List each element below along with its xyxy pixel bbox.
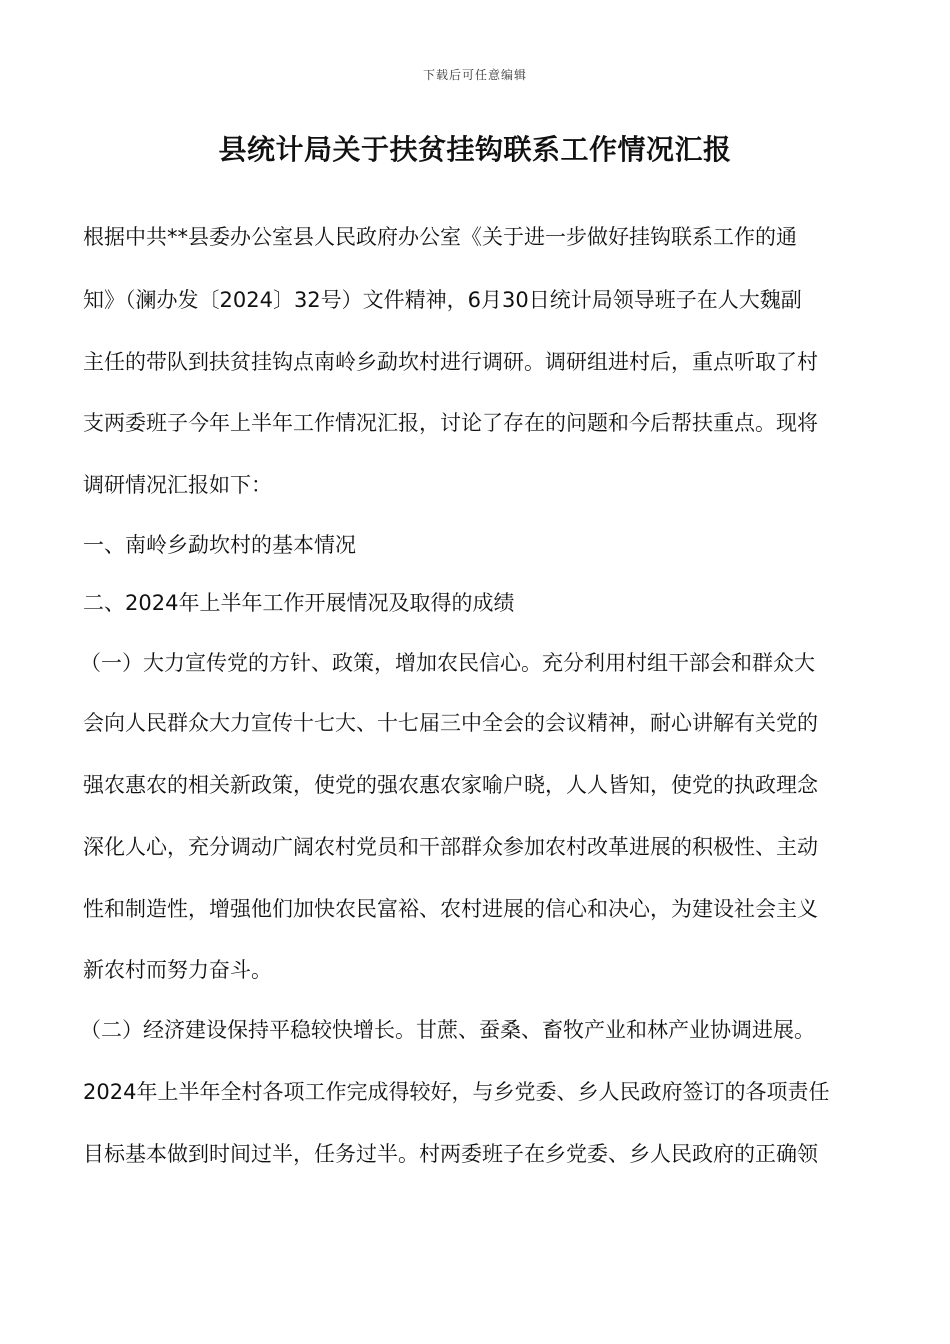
- body-line-11: 深化人心，充分调动广阔农村党员和干部群众参加农村改革进展的积极性、主动: [83, 835, 818, 859]
- body-line-8: （一）大力宣传党的方针、政策，增加农民信心。充分利用村组干部会和群众大: [80, 651, 815, 675]
- section-heading-1: 一、南岭乡勐坎村的基本情况: [83, 533, 356, 557]
- body-line-4: 支两委班子今年上半年工作情况汇报，讨论了存在的问题和今后帮扶重点。现将: [83, 411, 818, 435]
- body-line-10: 强农惠农的相关新政策，使党的强农惠农家喻户晓，人人皆知，使党的执政理念: [83, 773, 818, 797]
- body-line-2: 知》（澜办发〔2024〕32号）文件精神，6月30日统计局领导班子在人大魏副: [83, 288, 802, 312]
- body-line-16: 目标基本做到时间过半，任务过半。村两委班子在乡党委、乡人民政府的正确领: [83, 1142, 818, 1166]
- body-line-5: 调研情况汇报如下：: [83, 473, 272, 497]
- header-note: 下载后可任意编辑: [422, 68, 527, 82]
- body-line-9: 会向人民群众大力宣传十七大、十七届三中全会的会议精神，耐心讲解有关党的: [83, 711, 818, 735]
- body-line-12: 性和制造性，增强他们加快农民富裕、农村进展的信心和决心，为建设社会主义: [83, 897, 818, 921]
- body-line-1: 根据中共**县委办公室县人民政府办公室《关于进一步做好挂钩联系工作的通: [83, 225, 797, 249]
- body-line-13: 新农村而努力奋斗。: [83, 958, 272, 982]
- body-line-14: （二）经济建设保持平稳较快增长。甘蔗、蚕桑、畜牧产业和林产业协调进展。: [80, 1018, 815, 1042]
- document-title: 县统计局关于扶贫挂钩联系工作情况汇报: [218, 133, 732, 166]
- body-line-3: 主任的带队到扶贫挂钩点南岭乡勐坎村进行调研。调研组进村后，重点听取了村: [83, 350, 818, 374]
- section-heading-2: 二、2024年上半年工作开展情况及取得的成绩: [83, 591, 515, 615]
- body-line-15: 2024年上半年全村各项工作完成得较好，与乡党委、乡人民政府签订的各项责任: [83, 1080, 830, 1104]
